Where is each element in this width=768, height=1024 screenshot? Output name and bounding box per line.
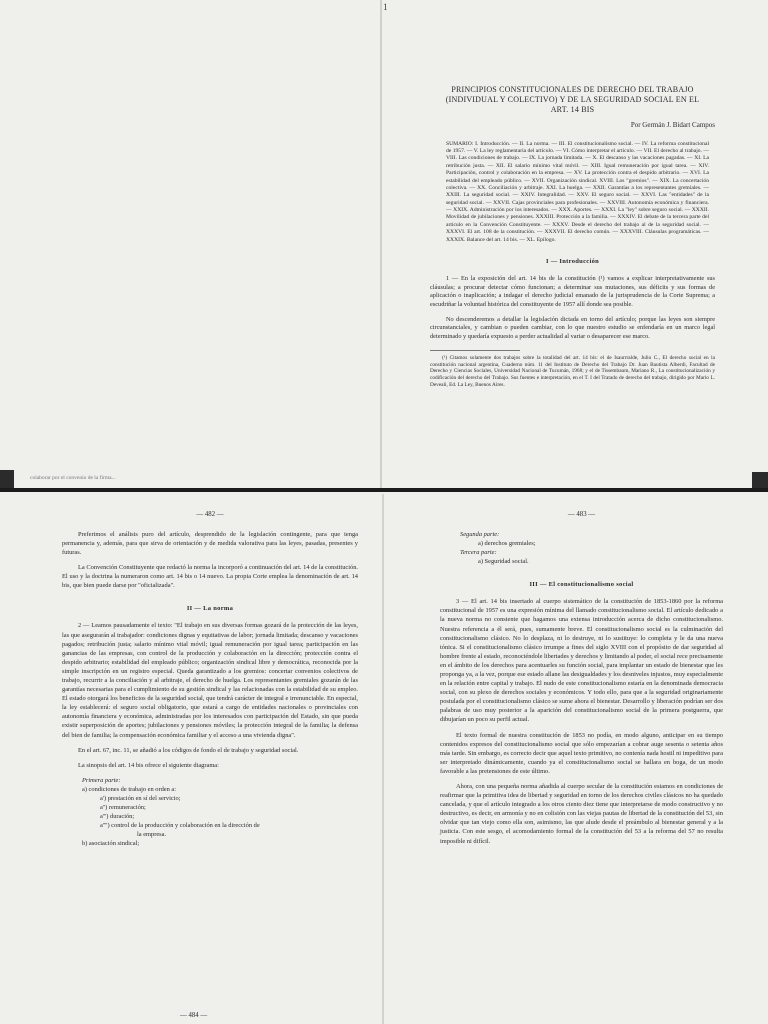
spine-top [380, 0, 382, 488]
scheme-line: a'') remuneración; [100, 804, 146, 812]
page-number: — 483 — [567, 511, 596, 518]
top-left-mark: 1 [383, 2, 388, 12]
body-paragraph: 2 — Leamos pausadamente el texto: "El trabajo en sus diversas formas gozará de la protección de las leyes, las que asegurarán al trabajador: condiciones dignas y equitativas de labor; jornada limitada; descanso y vacaciones pagados; retribución justa; salario mínimo vital móvil; igual remuneración por igual tarea; participación en las ganancias de las empresas, con control de la producción y colaboración en la dirección; protección contra el despido arbitrario; estabilidad del empleado público; organización sindical libre y democrática, reconocida por la simple inscripción en un registro especial. Queda garantizado a los gremios: concertar convenios colectivos de trabajo, recurrir a la conciliación y al arbitraje, el derecho de huelga. Los representantes gremiales gozarán de las garantías necesarias para el cumplimiento de su gestión sindical y las relacionadas con la estabilidad de su empleo. El estado otorgará los beneficios de la seguridad social, que tendrá carácter de integral e irrenunciable. En especial, la ley establecerá: el seguro social obligatorio, que estará a cargo de entidades nacionales o provinciales con autonomía financiera y económica, administradas por los interesados con participación del Estado, sin que pueda existir superposición de aportes; jubilaciones y pensiones móviles; la protección integral de la familia; la defensa del bien de familia; la compensación económica familiar y el acceso a una vivienda digna". [62, 622, 358, 739]
article-summary: SUMARIO: I. Introducción. — II. La norma. — III. El constitucionalismo social. — IV. La reforma constitucional de 1957. — V. La ley reglamentaria del artículo. — VI. Cómo interpretar el artículo. — VII. El derecho al trabajo. — VIII. Las condiciones de trabajo. — IX. La jornada limitada. — X. El descanso y las vacaciones pagadas. — XI. La retribución justa. — XII. El salario mínimo vital móvil. — XIII. Igual remuneración por igual tarea. — XIV. Participación, control y colaboración en la empresa. — XV. La protección contra el despido arbitrario. — XVI. La estabilidad del empleado público. — XVII. Organización sindical. XVIII. Los "gremios". — XIX. La concertación colectiva. — XX. Conciliación y arbitraje. XXI. La huelga. — XXII. Garantías a los representantes gremiales. — XXIII. La seguridad social. — XXIV. Integralidad. — XXV. El seguro social. — XXVI. Las "entidades" de la seguridad social. — XXVII. Cajas provinciales para profesionales. — XXVIII. Autonomía económica y financiera. — XXIX. Administración por los interesados. — XXX. Aportes. — XXXI. La "ley" sobre seguro social. — XXXII. Movilidad de jubilaciones y pensiones. XXXIII. Protección a la familia. — XXXIV. El debate de la tercera parte del artículo en la Convención Constituyente. — XXXV. Desde el derecho del trabajo al de la seguridad social. — XXXVI. El art. 108 de la constitución. — XXXVII. El derecho común. — XXXVIII. Cláusulas programáticas. — XXXIX. Balance del art. 14 bis. — XL. Epílogo. [446, 140, 709, 243]
page-number: — 482 — [196, 511, 224, 518]
right-page-article-start [430, 85, 715, 389]
article-title-line: (INDIVIDUAL Y COLECTIVO) Y DE LA SEGURIDAD SOCIAL EN EL [445, 95, 700, 104]
footnote: (¹) Citamos solamente dos trabajos sobre la totalidad del art. 14 bis: el de Isaurrralde, Julio C., El derecho social en la constitución nacional argentina, Cuaderno núm. 11 del Instituto de Derecho del Trabajo Dr. Juan Bautista Alberdi, Facultad de Derecho y Ciencias Sociales, Universidad Nacional de Tucumán, 1968; y el de Tissembaum, Mariano R., La constitucionalización y codificación del derecho del Trabajo. Sus fuentes e interpretación, en el T. I del Tratado de derecho del trabajo, dirigido por Mario L. Deveali, Ed. La Ley, Buenos Aires. [430, 354, 715, 389]
article-title-line: PRINCIPIOS CONSTITUCIONALES DE DERECHO DEL TRABAJO [451, 85, 694, 94]
body-paragraph: Preferimos el análisis puro del artículo, desprendido de la legislación contingente, para que tenga permanencia y, además, para que sirva de orientación y de medida valorativa para las leyes, pasadas, presentes y futuras. [62, 530, 358, 556]
section-heading-la-norma: II — La norma [186, 605, 234, 613]
second-part-label: Segunda parte: [460, 530, 500, 538]
right-edge-mark [752, 472, 768, 488]
scheme-line: a) condiciones de trabajo en orden a: [82, 785, 177, 793]
body-paragraph: 1 — En la exposición del art. 14 bis de la constitución (¹) vamos a explicar interpretativamente sus cláusulas; a procurar detectar cómo funcionan; a determinar sus mutaciones, sus déficits y sus formas de aplicación o inaplicación; a indagar el derecho judicial emanado de la jurisprudencia de la Corte Suprema; a escudriñar la voluntad histórica del constituyente de 1957 allí donde sea posible. [430, 274, 715, 308]
spine-bottom [382, 494, 384, 1024]
right-page-483 [440, 510, 723, 852]
third-part-item: a) Seguridad social. [478, 557, 529, 565]
left-page-482 [62, 510, 358, 849]
scheme-title: Primera parte: [82, 776, 121, 784]
scheme-line: a'''') control de la producción y colaboración en la dirección de [100, 822, 260, 830]
body-paragraph: La sinopsis del art. 14 bis ofrece el siguiente diagrama: [78, 761, 219, 769]
article-title [430, 85, 715, 115]
scheme-line: a''') duración; [100, 813, 135, 821]
top-left-bottom-line: colaborar por el convenio de la firma... [30, 475, 116, 481]
foot-page-number: — 484 — [180, 1012, 208, 1019]
scheme-line: b) asociación sindical; [82, 840, 140, 848]
scheme-line: la empresa. [137, 831, 167, 839]
body-paragraph: El texto formal de nuestra constitución de 1853 no podía, en modo alguno, anticipar en su tiempo contenidos expresos del constitucionalismo social que sólo empezarían a cobrar auge sesenta o setenta años más tarde. Sin embargo, es correcto decir que aquel texto primitivo, no contenía nada hostil ni impeditivo para ser interpretado dinámicamente, cuando ya el constitucionalismo social se hallara en boga, de un modo favorable a las pretensiones de este último. [440, 731, 723, 775]
body-paragraph: Ahora, con una pequeña norma añadida al cuerpo secular de la constitución estamos en condiciones de reafirmar que la primitiva idea de libertad y seguridad en torno de los derechos civiles clásicos no ha quedado cancelada, y que el artículo integrado a los otros ciento diez tiene que interpretarse de modo constructivo y no destructivo, es decir, en armonía y no en colisión con las viejas pautas de libertad de la constitución del 53, sin olvidar que tan viejo como ella son, asimismo, las que alude desde el preámbulo al bienestar general y a la justicia. Con este sesgo, el acomodamiento formal de la constitución del 53 a la reforma del 57 no resulta imposible ni difícil. [440, 783, 723, 845]
body-paragraph: En el art. 67, inc. 11, se añadió a los códigos de fondo el de trabajo y seguridad social. [78, 746, 299, 754]
section-heading-introduccion: I — Introducción [545, 257, 600, 265]
footnote-rule [430, 350, 520, 351]
body-paragraph: No descenderemos a detallar la legislación dictada en torno del artículo; porque las leyes son siempre circunstanciales, y cambian o pueden cambiar, con lo que nuestro estudio se enfendaría en un marco legal determinado y quedaría expuesto a perder actualidad al variar o desaparecer ese marco. [430, 315, 715, 340]
second-part-item: a) derechos gremiales; [478, 539, 536, 547]
article-title-line: ART. 14 BIS [550, 105, 595, 114]
third-part-label: Tercera parte: [460, 548, 497, 556]
scheme-line: a') prestación en sí del servicio; [100, 795, 181, 803]
left-edge-mark [0, 470, 14, 488]
section-heading-constitucionalismo-social: III — El constitucionalismo social [529, 581, 634, 589]
article-author: Por Germán J. Bidart Campos [630, 121, 715, 129]
body-paragraph: La Convención Constituyente que redactó la norma la incorporó a continuación del art. 14 de la constitución. El uso y la doctrina la numeraron como art. 14 bis o 14 nuevo. La propia Corte emplea la denominación de art. 14 bis, que bien puede darse por "oficializada". [62, 563, 358, 590]
body-paragraph: 3 — El art. 14 bis insertado al cuerpo sistemático de la constitución de 1853-1860 por la reforma constitucional de 1957 es una expresión mínima del llamado constitucionalismo social. El artículo dedicado a la nueva norma no consiente que hagamos una extensa introducción acerca de dicho constitucionalismo. Nuestra referencia a él será, pues, sumamente breve. El constitucionalismo social es la culminación del constitucionalismo clásico. No lo desplaza, ni lo destruye, ni lo sustituye: lo completa y le da una nueva tónica. Si el constitucionalismo clásico irrumpe a fines del siglo XVIII con el propósito de dar seguridad al hombre frente al estado, reconociéndole libertades y derechos y limitando al poder, el social rece precisamente en el ámbito de los derechos para acentuarles su función social, para implantar un estado de bienestar que les proponga ya, a la vez, porque ese estado allane las desigualdades y los desniveles injustos, muy especialmente en la relación entre capital y trabajo. El nudo de este constitucionalismo estaría en la denominada democracia social, con su plexo de derechos sociales y económicos. Y todo ello, para que a la seguridad originariamente postulada por el constitucionalismo clásico se sume ahora el bienestar. Desarrollo y liberación podrían ser dos palabras de uso muy posterior a la aparición del constitucionalismo social de la primera postguerra, que dibujarían un poco su perfil actual. [440, 598, 723, 724]
